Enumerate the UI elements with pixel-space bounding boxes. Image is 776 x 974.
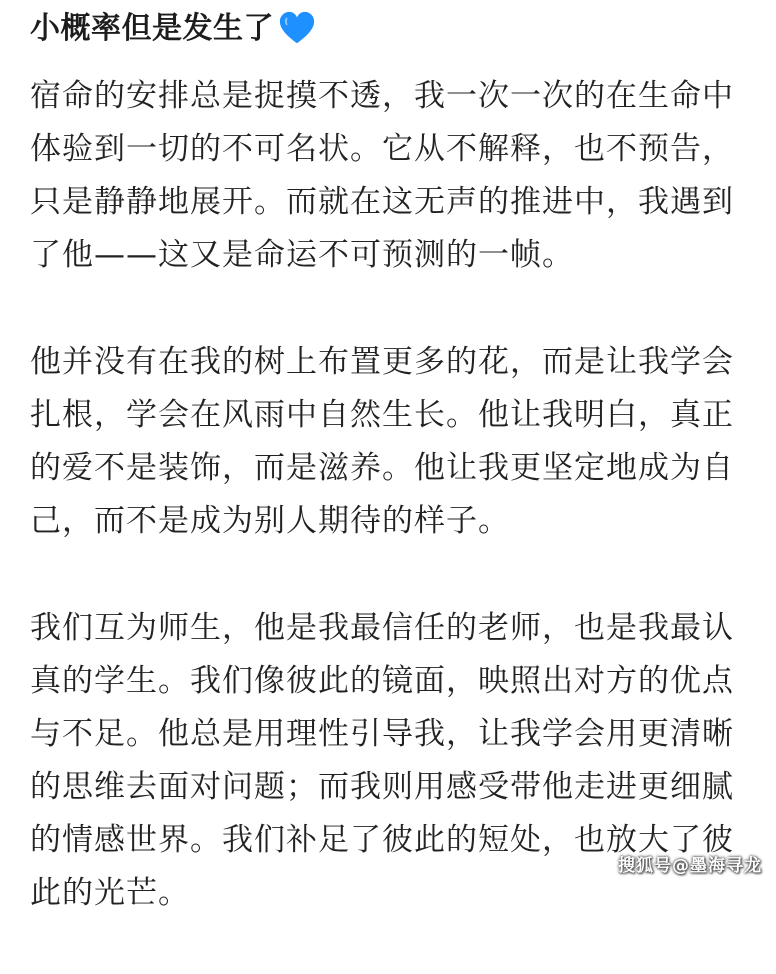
text-line: 己，而不是成为别人期待的样子。: [30, 503, 510, 539]
source-watermark: 搜狐号@墨海寻龙: [618, 856, 762, 876]
text-line: 的爱不是装饰，而是滋养。他让我更坚定地成为自: [30, 450, 734, 486]
text-line: 真的学生。我们像彼此的镜面，映照出对方的优点: [30, 663, 734, 699]
article-body: [30, 70, 754, 974]
text-line: 的情感世界。我们补足了彼此的短处，也放大了彼: [30, 822, 734, 858]
text-line: 只是静静地展开。而就在这无声的推进中，我遇到: [30, 184, 734, 220]
paragraph-1: [30, 70, 754, 282]
text-line: 扎根，学会在风雨中自然生长。他让我明白，真正: [30, 397, 734, 433]
text-line: 此的光芒。: [30, 875, 190, 911]
text-line: 体验到一切的不可名状。它从不解释，也不预告，: [30, 131, 734, 167]
text-line: 宿命的安排总是捉摸不透，我一次一次的在生命中: [30, 78, 734, 114]
title-row: [30, 6, 316, 52]
text-line: 与不足。他总是用理性引导我，让我学会用更清晰: [30, 716, 734, 752]
paragraph-2: [30, 336, 754, 548]
text-line: 的思维去面对问题；而我则用感受带他走进更细腻: [30, 769, 734, 805]
text-line: 了他——这又是命运不可预测的一帧。: [30, 237, 574, 273]
article-title: 小概率但是发生了: [30, 11, 274, 46]
blue-heart-icon: [278, 10, 316, 48]
text-line: 我们互为师生，他是我最信任的老师，也是我最认: [30, 610, 734, 646]
text-line: 他并没有在我的树上布置更多的花，而是让我学会: [30, 344, 734, 380]
